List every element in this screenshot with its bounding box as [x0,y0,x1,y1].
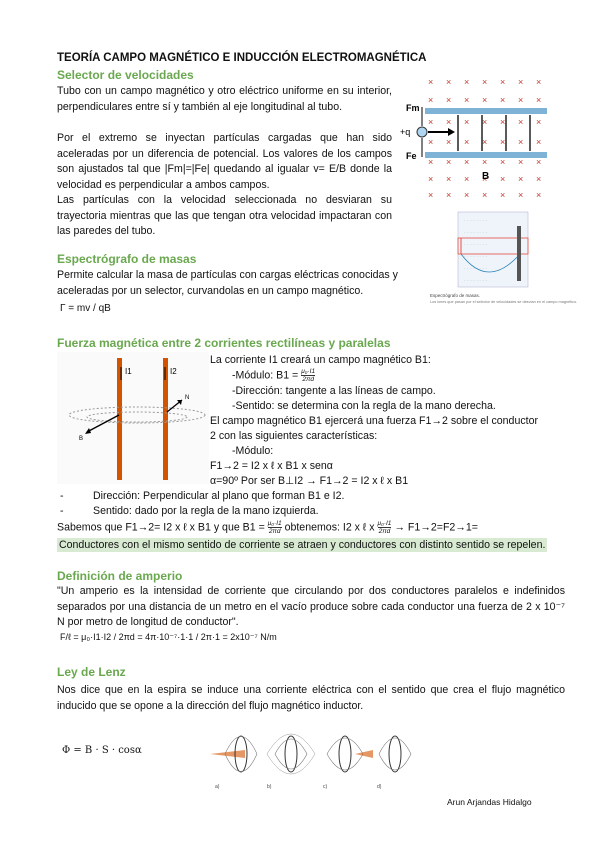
b1-fraction: $\frac{\text{μ₀·I1}}{2\pi d}$ [301,368,316,383]
fuerza-line-12: Sabemos que F1→2= I2 x ℓ x B1 y que B1 = $\frac{\text{μ₀·I1}}{2\pi d}$ obtenemos: I2 x ℓ x $\frac{\text{μ₀·I1}}{2\pi d}$ → F1→2=F2→1= [57,520,478,535]
selector-paragraph-1: Tubo con un campo magnético y otro eléctrico uniforme en su interior, perpendiculares entre sí y también al eje longitudinal al tubo. [57,85,392,113]
figure-caption-text: Los iones que pasan por el selector de velocidades se desvían en el campo magnético. [430,300,578,304]
radius-formula: Γ = mv / qB [60,303,111,314]
mass-spectrograph-figure [428,210,578,305]
figure-caption-title: Espectrógrafo de masas. [430,293,481,298]
svg-text:×: × [464,77,470,87]
b-label: B [482,171,490,182]
lenz-figures [205,714,415,790]
lenz-label-b: b) [267,784,272,790]
highlighted-conclusion: Conductores con el mismo sentido de corriente se atraen y conductores con distinto sentido se repelen. [59,539,546,551]
fm-label: Fm [406,103,420,113]
svg-text:· · · · · · · ·: · · · · · · · · [464,218,488,224]
lenz-figure-b [267,734,315,774]
page-title: TEORÍA CAMPO MAGNÉTICO E INDUCCIÓN ELECTROMAGNÉTICA [57,52,427,64]
lenz-figure-a [210,736,257,772]
fuerza-line-2: -Módulo: B1 = $\frac{\text{μ₀·I1}}{2\pi d}$ [232,368,316,383]
flux-formula: Φ = B · S · cosα [62,745,142,756]
fuerza-line-6: 2 con las siguientes características: [210,430,378,442]
lenz-label-c: c) [323,784,328,790]
section-heading-selector: Selector de velocidades [57,68,194,82]
section-heading-amperio: Definición de amperio [57,569,183,583]
fuerza-line-3: -Dirección: tangente a las líneas de campo. [232,385,436,397]
section-heading-fuerza: Fuerza magnética entre 2 corrientes rectilíneas y paralelas [57,336,391,350]
fuerza-line-5: El campo magnético B1 ejercerá una fuerza F1→2 sobre el conductor [210,415,538,427]
lenz-figure-d [379,736,411,772]
amperio-paragraph: "Un amperio es la intensidad de corriente que circulando por dos conductores paralelos e indefinidos separados por una distancia de un metro en el vacío produce sobre cada conductor una fuerza de 2 x 10⁻⁷ N por metro de longitud de conductor". [57,585,565,628]
fuerza-line-7: -Módulo: [232,445,274,457]
parallel-currents-figure [57,352,209,484]
current-label-i2: I2 [170,367,177,376]
fuerza-line-8: F1→2 = I2 x ℓ x B1 x senα [210,460,333,472]
svg-text:×: × [446,77,452,87]
current-label-i1: I1 [125,367,132,376]
bullet-dash: - [60,505,64,517]
fuerza-line-4: -Sentido: se determina con la regla de la mano derecha. [232,400,496,412]
svg-text:· · · · · · · ·: · · · · · · · · [464,254,488,260]
fuerza-line-9: α=90º Por ser B⊥I2 → F1→2 = I2 x ℓ x B1 [210,475,409,487]
svg-text:×: × [482,77,488,87]
selector-paragraph-3: Las partículas con la velocidad seleccionada no desviaran su trayectoria mientras que las que tengan otra velocidad impactaran con las paredes del tubo. [57,194,392,237]
svg-text:×: × [500,77,506,87]
svg-text:· · · · · · · ·: · · · · · · · · [464,278,488,284]
amperio-formula: F/ℓ = μ₀·I1·I2 / 2πd = 4π·10⁻⁷·1·1 / 2π·1 = 2x10⁻⁷ N/m [60,632,277,642]
b1-fraction-substituted: $\frac{\text{μ₀·I1}}{2\pi d}$ [377,520,392,535]
selector-paragraph-2: Por el extremo se inyectan partículas cargadas que han sido aceleradas por un diferencia de potencial. Los valores de los campos son ajustados tal que |Fm|=|Fe| quedando al igualar v= E/B donde la velocidad es perpendicular a ambos campos. [57,132,392,191]
section-heading-espectrografo: Espectrógrafo de masas [57,252,197,266]
fuerza-line-11: Sentido: dado por la regla de la mano izquierda. [93,505,319,517]
lenz-paragraph: Nos dice que en la espira se induce una corriente eléctrica con el sentido que crea el flujo magnético inducido que se opone a la dirección del flujo magnético inductor. [57,684,565,712]
svg-text:×: × [428,77,434,87]
force-label-n: N [185,395,190,401]
section-heading-lenz: Ley de Lenz [57,665,126,679]
svg-text:×: × [518,77,524,87]
fuerza-line-1: La corriente I1 creará un campo magnético B1: [210,354,431,366]
b1-fraction-inline: $\frac{\text{μ₀·I1}}{2\pi d}$ [267,520,282,535]
bottom-plate [425,152,547,158]
svg-text:· · · · · · · ·: · · · · · · · · [464,230,488,236]
fuerza-line-10: Dirección: Perpendicular al plano que forman B1 e I2. [93,490,345,502]
velocity-selector-diagram [400,75,550,200]
author-signature: Arun Arjandas Hidalgo [447,797,532,807]
top-plate [425,108,547,114]
charge-label: +q [400,127,411,137]
fe-label: Fe [406,151,417,161]
lenz-label-a: a) [215,784,220,790]
bullet-dash: - [60,490,64,502]
svg-text:· · · · · · · ·: · · · · · · · · [464,266,488,272]
espectrografo-paragraph: Permite calcular la masa de partículas con cargas eléctricas conocidas y aceleradas por un selector, curvandolas en un campo magnético. [57,269,398,297]
lenz-label-d: d) [377,784,382,790]
svg-text:· · · · · · · ·: · · · · · · · · [464,242,488,248]
lenz-figure-c [327,736,373,772]
field-label-b: B [79,436,84,442]
svg-text:×: × [536,77,542,87]
